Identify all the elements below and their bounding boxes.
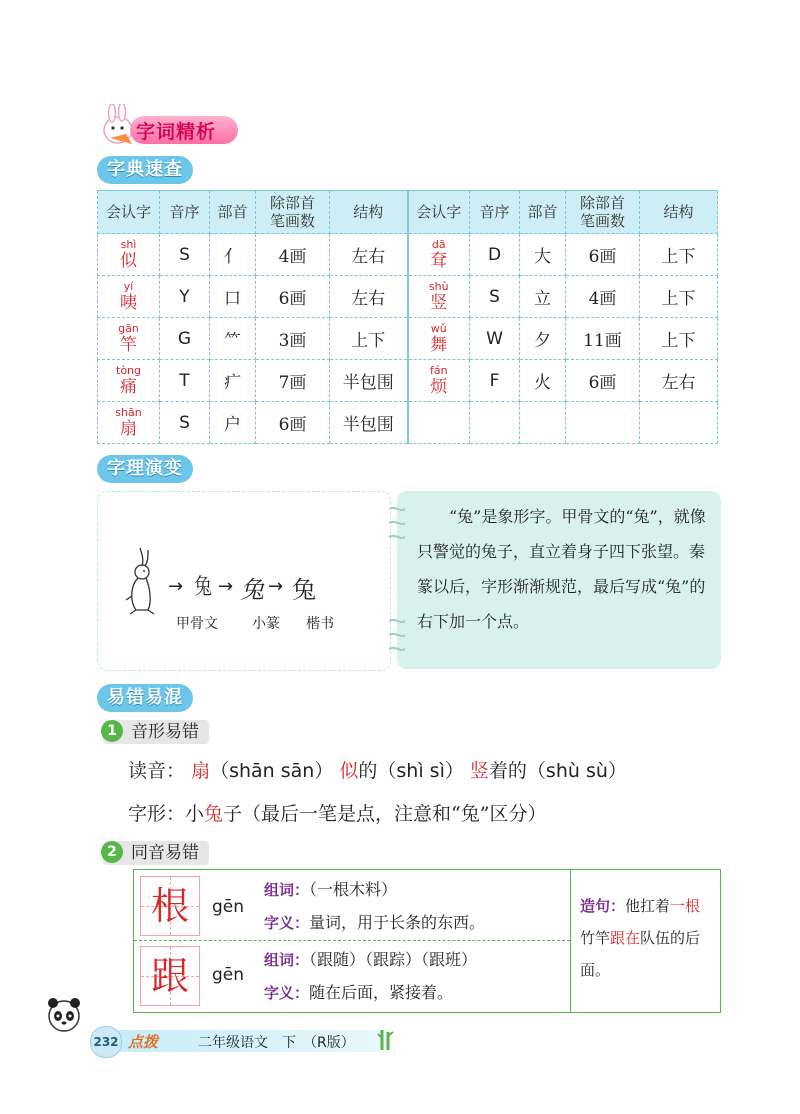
sentence-part: 竹竿 — [580, 929, 611, 947]
strokes-cell: 4画 — [566, 276, 640, 318]
section-confusion-heading: 易错易混 — [97, 684, 193, 712]
reading-line — [128, 756, 627, 783]
seq-cell: Y — [160, 276, 210, 318]
char-cell — [408, 234, 470, 276]
radical-cell: 口 — [210, 276, 256, 318]
pinyin: yí — [123, 279, 134, 293]
words-line — [264, 877, 397, 900]
regular-glyph: 兔 — [292, 576, 316, 604]
header-cell: 音序 — [470, 191, 520, 234]
oracle-glyph: 兔 — [194, 575, 212, 600]
seq-cell: S — [160, 234, 210, 276]
strokes-cell — [566, 402, 640, 444]
character: 扇 — [120, 418, 137, 439]
char-cell — [98, 318, 160, 360]
structure-cell: 左右 — [330, 234, 408, 276]
char-cell — [408, 402, 470, 444]
radical-cell: 户 — [210, 402, 256, 444]
pinyin: shān — [115, 405, 142, 419]
shape-char: 兔 — [204, 803, 224, 825]
evolution-diagram — [97, 491, 391, 671]
strokes-cell: 6画 — [256, 402, 330, 444]
section-dict-heading: 字典速查 — [97, 156, 193, 184]
rabbit-drawing-icon — [118, 544, 160, 618]
header-cell: 结构 — [640, 191, 718, 234]
header-cell-text: 除部首笔画数 — [269, 194, 315, 230]
header-cell: 音序 — [160, 191, 210, 234]
meaning-label: 字义： — [264, 984, 310, 1002]
structure-cell: 上下 — [330, 318, 408, 360]
seq-cell: W — [470, 318, 520, 360]
character: 舞 — [430, 334, 448, 355]
seal-glyph: 兔 — [240, 576, 264, 604]
words-label: 组词： — [264, 881, 310, 899]
meaning-label: 字义： — [264, 914, 310, 932]
reading-options: （shì sì） — [377, 760, 464, 782]
seq-cell — [470, 402, 520, 444]
strokes-cell: 3画 — [256, 318, 330, 360]
strokes-cell: 4画 — [256, 234, 330, 276]
header-cell: 部首 — [520, 191, 566, 234]
character: 竿 — [120, 334, 137, 355]
structure-cell: 左右 — [640, 360, 718, 402]
character: 似 — [120, 250, 137, 271]
structure-cell: 半包围 — [330, 360, 408, 402]
radical-cell: ⺮ — [210, 318, 256, 360]
structure-cell: 半包围 — [330, 402, 408, 444]
sentence-label: 造句： — [580, 897, 626, 915]
seq-cell: S — [160, 402, 210, 444]
seq-cell: T — [160, 360, 210, 402]
meaning-line — [264, 980, 453, 1003]
pinyin: tòng — [116, 363, 141, 377]
table-row — [98, 402, 718, 444]
homophone-char-box — [140, 946, 200, 1006]
column-divider — [570, 870, 571, 1012]
structure-cell: 上下 — [640, 276, 718, 318]
pinyin: dā — [431, 237, 446, 251]
number-badge: 2 — [101, 841, 123, 863]
footer-text: 二年级语文 下 （R版） — [198, 1035, 355, 1051]
radical-cell: 火 — [520, 360, 566, 402]
strokes-cell: 7画 — [256, 360, 330, 402]
stage-label: 小篆 — [252, 616, 280, 632]
shape-label: 字形： — [128, 803, 186, 825]
pinyin: shì — [120, 237, 137, 251]
dictionary-table — [97, 190, 718, 444]
homophone-char-box — [140, 876, 200, 936]
words-label: 组词： — [264, 951, 310, 969]
pinyin: shù — [428, 279, 449, 293]
words-text: （跟随）（跟踪）（跟班） — [309, 950, 478, 969]
reading-suffix: 着的 — [488, 760, 527, 782]
subheading-label: 音形易错 — [131, 722, 199, 742]
arrow: → — [268, 576, 284, 597]
homophone-table — [133, 869, 721, 1013]
stage-label: 甲骨文 — [176, 616, 218, 632]
row-divider — [134, 940, 570, 942]
reading-options: （shù sù） — [526, 760, 627, 782]
structure-cell — [640, 402, 718, 444]
homophone-char: 跟 — [150, 954, 189, 998]
char-cell — [98, 234, 160, 276]
meaning-text: 量词，用于长条的东西。 — [309, 913, 486, 932]
character: 痛 — [120, 376, 137, 397]
arrow: → — [218, 576, 234, 597]
shape-pre: 小 — [185, 803, 205, 825]
radical-cell: 立 — [520, 276, 566, 318]
header-cell: 会认字 — [98, 191, 160, 234]
table-header-row — [98, 191, 718, 234]
stage-label: 楷书 — [306, 616, 334, 632]
structure-cell: 上下 — [640, 234, 718, 276]
char-cell — [408, 276, 470, 318]
char-cell — [98, 402, 160, 444]
page-number: 232 — [90, 1026, 122, 1058]
brand-logo: 点拨 — [128, 1033, 159, 1051]
shape-line — [128, 799, 546, 826]
arrow: → — [168, 576, 184, 597]
character: 咦 — [120, 292, 137, 313]
seq-cell: G — [160, 318, 210, 360]
example-sentence — [580, 890, 710, 986]
section-evolution-heading: 字理演变 — [97, 455, 193, 483]
panda-mascot-icon — [44, 992, 84, 1036]
char-cell — [98, 276, 160, 318]
character: 烦 — [430, 376, 448, 397]
reading-label: 读音： — [128, 760, 186, 782]
reading-char: 似 — [339, 760, 359, 782]
structure-cell: 上下 — [640, 318, 718, 360]
structure-cell: 左右 — [330, 276, 408, 318]
char-cell — [98, 360, 160, 402]
table-row — [98, 276, 718, 318]
subheading-homophone — [103, 841, 209, 865]
header-cell: 部首 — [210, 191, 256, 234]
seq-cell: S — [470, 276, 520, 318]
bamboo-icon — [376, 1028, 396, 1052]
char-cell — [408, 318, 470, 360]
header-cell — [566, 191, 640, 234]
header-cell: 会认字 — [408, 191, 470, 234]
spiral-binding-icon — [387, 503, 407, 653]
reading-suffix: 的 — [358, 760, 378, 782]
pinyin: wǔ — [430, 321, 447, 335]
shape-note: 子（最后一笔是点，注意和“兔”区分） — [223, 803, 547, 825]
evolution-explanation — [397, 491, 721, 669]
table-row — [98, 234, 718, 276]
subheading-pronunciation — [103, 720, 209, 744]
homophone-pinyin: gēn — [212, 897, 245, 917]
meaning-line — [264, 910, 485, 933]
character: 耷 — [430, 250, 448, 271]
strokes-cell: 6画 — [566, 360, 640, 402]
table-row — [98, 318, 718, 360]
subheading-label: 同音易错 — [131, 843, 199, 863]
strokes-cell: 6画 — [566, 234, 640, 276]
sentence-highlight: 跟在 — [610, 929, 641, 947]
meaning-text: 随在后面，紧接着。 — [309, 983, 454, 1002]
footer — [80, 1030, 398, 1052]
words-text: （一根木料） — [309, 880, 398, 899]
page-title: 字词精析 — [136, 121, 217, 143]
header-cell-text: 除部首笔画数 — [579, 194, 625, 230]
radical-cell: 亻 — [210, 234, 256, 276]
reading-options: （shān sān） — [210, 760, 334, 782]
sentence-part: 队伍的后面。 — [580, 929, 701, 979]
character: 竖 — [430, 292, 448, 313]
evolution-text: “兔”是象形字。甲骨文的“兔”，就像只警觉的兔子，直立着身子四下张望。秦篆以后，字形渐渐规范，最后写成“兔”的右下加一个点。 — [417, 507, 706, 631]
sentence-highlight: 一根 — [670, 897, 701, 915]
reading-char: 扇 — [191, 760, 211, 782]
strokes-cell: 11画 — [566, 318, 640, 360]
pinyin: gān — [118, 321, 139, 335]
header-cell — [256, 191, 330, 234]
header-cell: 结构 — [330, 191, 408, 234]
pinyin: fán — [429, 363, 448, 377]
radical-cell: 大 — [520, 234, 566, 276]
seq-cell: D — [470, 234, 520, 276]
title-banner — [100, 104, 242, 146]
words-line — [264, 947, 477, 970]
sentence-part: 他扛着 — [625, 897, 671, 915]
radical-cell — [520, 402, 566, 444]
reading-char: 竖 — [469, 760, 489, 782]
number-badge: 1 — [101, 720, 123, 742]
homophone-char: 根 — [150, 884, 189, 928]
strokes-cell: 6画 — [256, 276, 330, 318]
seq-cell: F — [470, 360, 520, 402]
table-row — [98, 360, 718, 402]
homophone-pinyin: gēn — [212, 965, 245, 985]
char-cell — [408, 360, 470, 402]
radical-cell: 夕 — [520, 318, 566, 360]
radical-cell: 疒 — [210, 360, 256, 402]
